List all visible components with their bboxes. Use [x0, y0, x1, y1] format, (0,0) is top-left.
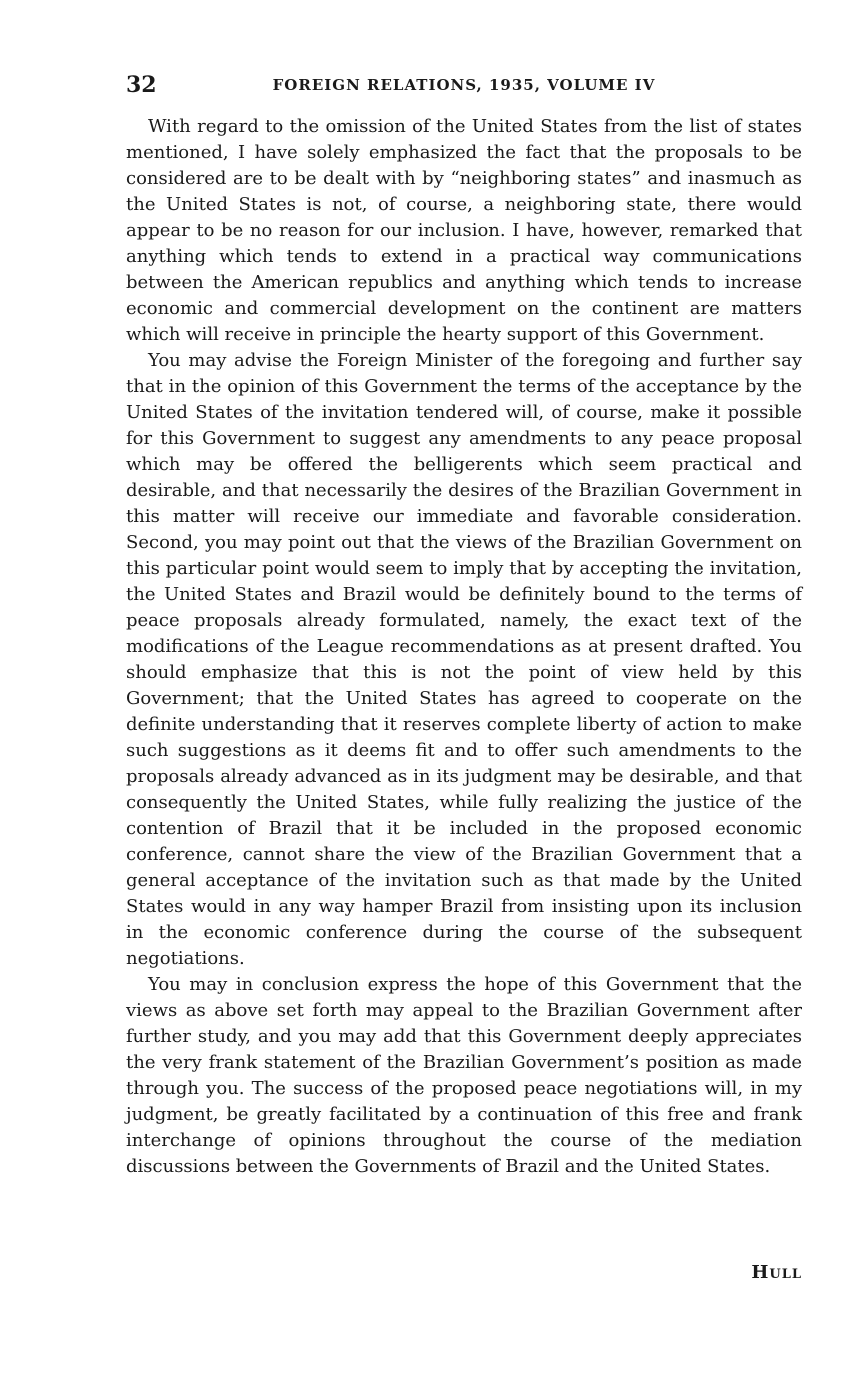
- paragraph-advise-foreign-minister: You may advise the Foreign Minister of the foregoing and further say that in the opinion of this Government the terms of the acceptance by the United States of the invitation tendered will, of course, make it possible for this Government to suggest any amendments to any peace proposal which may be offered the belligerents which seem practical and desirable, and that necessarily the desires of the Brazilian Government in this matter will receive our immediate and favorable consideration. Second, you may point out that the views of the Brazilian Government on this particular point would seem to imply that by accepting the invitation, the United States and Brazil would be definitely bound to the terms of peace proposals already formulated, namely, the exact text of the modifications of the League recommendations as at present drafted. You should emphasize that this is not the point of view held by this Government; that the United States has agreed to cooperate on the definite understanding that it reserves complete liberty of action to make such suggestions as it deems fit and to offer such amendments to the proposals already advanced as in its judgment may be desirable, and that consequently the United States, while fully realizing the justice of the contention of Brazil that it be included in the proposed economic conference, cannot share the view of the Brazilian Government that a general acceptance of the invitation such as that made by the United States would in any way hamper Brazil from insisting upon its inclusion in the economic conference during the course of the subsequent negotiations.: [126, 350, 802, 969]
- signature: Hull: [751, 1262, 802, 1283]
- running-head: [126, 70, 802, 100]
- running-title: FOREIGN RELATIONS, 1935, VOLUME IV: [272, 76, 656, 94]
- body-text: [126, 114, 802, 1180]
- paragraph-conclusion: You may in conclusion express the hope of this Government that the views as above set forth may appeal to the Brazilian Government after further study, and you may add that this Government deeply appreciates the very frank statement of the Brazilian Government’s position as made through you. The success of the proposed peace negotiations will, in my judgment, be greatly facilitated by a continuation of this free and frank interchange of opinions throughout the course of the mediation discussions between the Governments of Brazil and the United States.: [126, 974, 802, 1177]
- paragraph-omission-of-united-states: With regard to the omission of the United States from the list of states mentioned, I have solely emphasized the fact that the proposals to be considered are to be dealt with by “neighboring states” and inasmuch as the United States is not, of course, a neighboring state, there would appear to be no reason for our inclusion. I have, however, remarked that anything which tends to extend in a practical way communications between the American republics and anything which tends to increase economic and commercial development on the continent are matters which will receive in principle the hearty support of this Government.: [126, 116, 802, 345]
- page-number: 32: [126, 72, 157, 98]
